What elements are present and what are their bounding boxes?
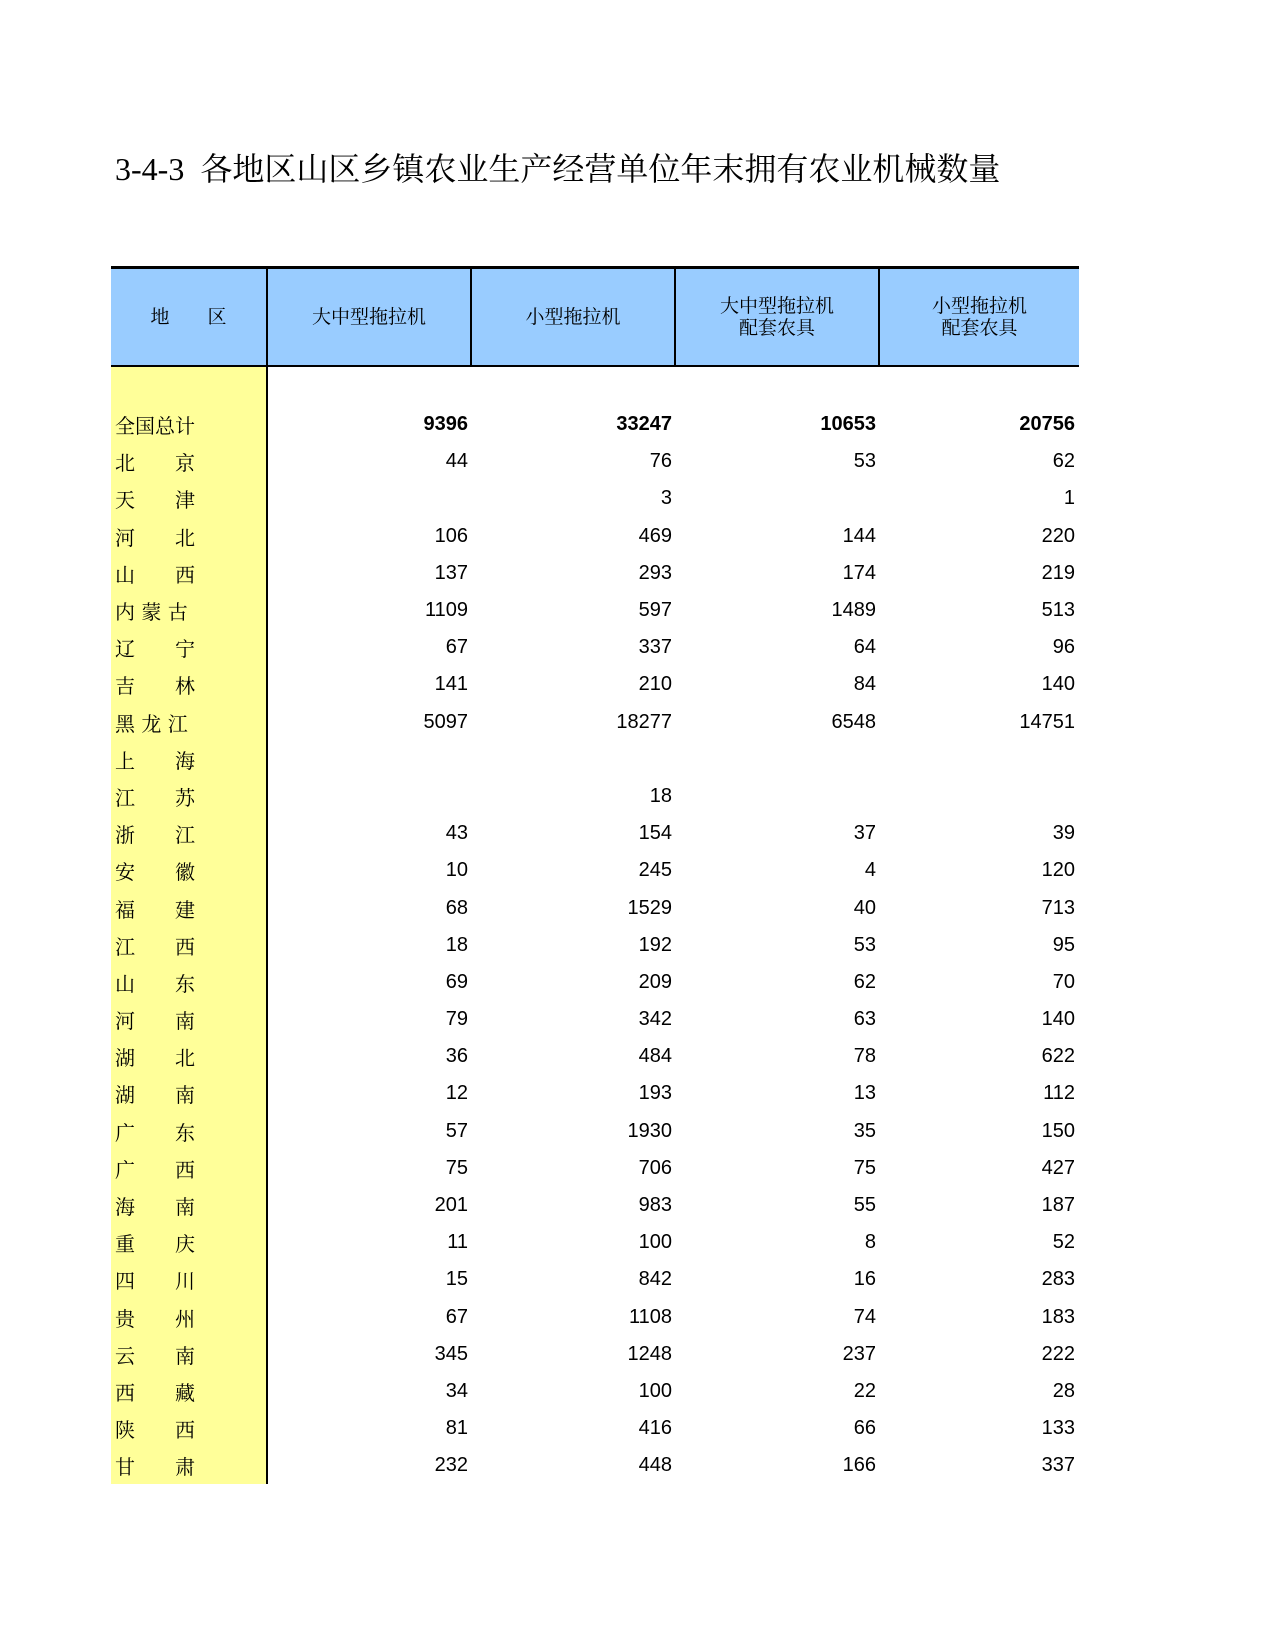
value-cell: 34	[445, 1379, 468, 1402]
value-cell: 40	[853, 896, 876, 919]
table-title: 各地区山区乡镇农业生产经营单位年末拥有农业机械数量	[200, 150, 1001, 188]
value-cell: 1930	[627, 1119, 672, 1142]
value-cell: 79	[445, 1008, 468, 1031]
value-cell: 133	[1041, 1417, 1075, 1440]
value-cell: 484	[638, 1045, 672, 1068]
table-row	[111, 778, 1079, 815]
value-cell: 141	[434, 673, 468, 696]
value-cell: 100	[638, 1379, 672, 1402]
value-cell: 18	[445, 933, 468, 956]
region-cell: 全国总计	[115, 414, 195, 439]
value-cell: 342	[638, 1008, 672, 1031]
value-cell: 28	[1052, 1379, 1075, 1402]
data-table	[111, 266, 1079, 1484]
value-cell: 193	[638, 1082, 672, 1105]
value-cell: 11	[447, 1231, 468, 1254]
header-small-tractor: 小型拖拉机	[472, 269, 676, 365]
value-cell: 209	[638, 970, 672, 993]
value-cell: 120	[1041, 859, 1075, 882]
region-cell: 辽 宁	[115, 637, 195, 662]
value-cell: 597	[638, 599, 672, 622]
header-large-tractor-implements: 大中型拖拉机 配套农具	[676, 269, 880, 365]
value-cell: 53	[853, 933, 876, 956]
region-cell: 河 北	[115, 525, 195, 550]
value-cell: 52	[1052, 1231, 1075, 1254]
value-cell: 35	[853, 1119, 876, 1142]
value-cell: 1109	[424, 599, 468, 622]
table-row	[111, 704, 1079, 741]
table-row	[111, 1373, 1079, 1410]
value-cell: 95	[1052, 933, 1075, 956]
table-row	[111, 1447, 1079, 1484]
value-cell: 70	[1052, 970, 1075, 993]
value-cell: 1248	[627, 1342, 672, 1365]
table-row	[111, 1187, 1079, 1224]
value-cell: 427	[1041, 1156, 1075, 1179]
value-cell: 137	[434, 561, 468, 584]
region-cell: 内 蒙 古	[115, 600, 188, 625]
value-cell: 18277	[616, 710, 672, 733]
value-cell: 192	[638, 933, 672, 956]
table-number: 3-4-3	[115, 151, 185, 187]
table-row-total	[111, 406, 1079, 443]
table-row	[111, 518, 1079, 555]
table-rows	[111, 406, 1079, 1484]
table-row	[111, 852, 1079, 889]
region-cell: 广 东	[115, 1120, 195, 1145]
value-cell: 112	[1043, 1082, 1075, 1105]
table-row	[111, 1261, 1079, 1298]
table-row	[111, 1001, 1079, 1038]
table-row	[111, 629, 1079, 666]
value-cell: 1	[1063, 487, 1075, 510]
value-cell: 140	[1041, 673, 1075, 696]
region-cell: 安 徽	[115, 860, 195, 885]
value-cell: 1108	[628, 1305, 672, 1328]
table-row	[111, 1410, 1079, 1447]
value-cell: 3	[660, 487, 672, 510]
region-cell: 黑 龙 江	[115, 711, 188, 736]
region-cell: 浙 江	[115, 823, 195, 848]
value-cell: 62	[853, 970, 876, 993]
table-row	[111, 1336, 1079, 1373]
value-cell: 140	[1041, 1008, 1075, 1031]
table-row	[111, 889, 1079, 926]
region-cell: 天 津	[115, 488, 195, 513]
table-row	[111, 555, 1079, 592]
value-cell: 64	[853, 636, 876, 659]
value-cell: 706	[638, 1156, 672, 1179]
value-cell: 201	[434, 1194, 468, 1217]
region-cell: 吉 林	[115, 674, 195, 699]
value-cell: 154	[638, 822, 672, 845]
value-cell: 75	[445, 1156, 468, 1179]
value-cell: 245	[638, 859, 672, 882]
value-cell: 96	[1052, 636, 1075, 659]
value-cell: 210	[638, 673, 672, 696]
table-row	[111, 815, 1079, 852]
value-cell: 75	[853, 1156, 876, 1179]
value-cell: 63	[853, 1008, 876, 1031]
value-cell: 39	[1052, 822, 1075, 845]
table-row	[111, 927, 1079, 964]
value-cell: 106	[434, 524, 468, 547]
value-cell: 9396	[423, 413, 468, 436]
value-cell: 345	[434, 1342, 468, 1365]
value-cell: 57	[445, 1119, 468, 1142]
region-cell: 河 南	[115, 1009, 195, 1034]
value-cell: 68	[445, 896, 468, 919]
header-region: 地 区	[111, 269, 268, 365]
value-cell: 36	[445, 1045, 468, 1068]
value-cell: 12	[445, 1082, 468, 1105]
region-cell: 贵 州	[115, 1306, 195, 1331]
value-cell: 62	[1052, 450, 1075, 473]
value-cell: 232	[434, 1454, 468, 1477]
value-cell: 10653	[820, 413, 876, 436]
value-cell: 983	[638, 1194, 672, 1217]
value-cell: 183	[1041, 1305, 1075, 1328]
region-cell: 重 庆	[115, 1232, 195, 1257]
value-cell: 337	[638, 636, 672, 659]
value-cell: 5097	[423, 710, 468, 733]
value-cell: 4	[864, 859, 876, 882]
region-cell: 西 藏	[115, 1380, 195, 1405]
region-cell: 甘 肃	[115, 1455, 195, 1480]
value-cell: 144	[842, 524, 876, 547]
table-row	[111, 741, 1079, 778]
header-small-tractor-implements: 小型拖拉机 配套农具	[931, 295, 1027, 339]
value-cell: 53	[853, 450, 876, 473]
page-title	[115, 144, 1000, 190]
region-cell: 湖 北	[115, 1046, 195, 1071]
table-row	[111, 1075, 1079, 1112]
value-cell: 14751	[1019, 710, 1075, 733]
region-cell: 江 西	[115, 934, 195, 959]
value-cell: 8	[864, 1231, 876, 1254]
region-cell: 山 西	[115, 562, 195, 587]
value-cell: 416	[638, 1417, 672, 1440]
table-row	[111, 1224, 1079, 1261]
region-cell: 陕 西	[115, 1418, 195, 1443]
value-cell: 69	[445, 970, 468, 993]
table-row	[111, 443, 1079, 480]
value-cell: 20756	[1019, 413, 1075, 436]
value-cell: 448	[638, 1454, 672, 1477]
value-cell: 81	[445, 1417, 468, 1440]
table-row	[111, 964, 1079, 1001]
table-row	[111, 592, 1079, 629]
region-cell: 云 南	[115, 1343, 195, 1368]
value-cell: 43	[445, 822, 468, 845]
value-cell: 100	[638, 1231, 672, 1254]
table-row	[111, 666, 1079, 703]
value-cell: 1529	[627, 896, 672, 919]
value-cell: 67	[445, 636, 468, 659]
table-row	[111, 1038, 1079, 1075]
value-cell: 44	[445, 450, 468, 473]
value-cell: 22	[853, 1379, 876, 1402]
value-cell: 150	[1041, 1119, 1075, 1142]
value-cell: 219	[1041, 561, 1075, 584]
table-row	[111, 1150, 1079, 1187]
value-cell: 174	[842, 561, 876, 584]
region-cell: 四 川	[115, 1269, 195, 1294]
value-cell: 220	[1041, 524, 1075, 547]
table-body	[111, 367, 1079, 1484]
value-cell: 16	[853, 1268, 876, 1291]
value-cell: 469	[638, 524, 672, 547]
value-cell: 13	[853, 1082, 876, 1105]
region-cell: 湖 南	[115, 1083, 195, 1108]
region-cell: 广 西	[115, 1157, 195, 1182]
value-cell: 67	[445, 1305, 468, 1328]
value-cell: 74	[853, 1305, 876, 1328]
header-large-tractor: 大中型拖拉机	[268, 269, 472, 365]
table-header	[111, 266, 1079, 367]
value-cell: 55	[853, 1194, 876, 1217]
region-cell: 上 海	[115, 748, 195, 773]
value-cell: 187	[1041, 1194, 1075, 1217]
region-cell: 江 苏	[115, 785, 195, 810]
value-cell: 18	[649, 784, 672, 807]
region-cell: 北 京	[115, 451, 195, 476]
value-cell: 237	[842, 1342, 876, 1365]
value-cell: 78	[853, 1045, 876, 1068]
value-cell: 76	[649, 450, 672, 473]
value-cell: 84	[853, 673, 876, 696]
region-cell: 海 南	[115, 1195, 195, 1220]
value-cell: 10	[445, 859, 468, 882]
table-row	[111, 480, 1079, 517]
value-cell: 33247	[616, 413, 672, 436]
value-cell: 15	[445, 1268, 468, 1291]
value-cell: 293	[638, 561, 672, 584]
value-cell: 842	[638, 1268, 672, 1291]
region-cell: 福 建	[115, 897, 195, 922]
value-cell: 166	[842, 1454, 876, 1477]
table-row	[111, 1113, 1079, 1150]
value-cell: 222	[1041, 1342, 1075, 1365]
value-cell: 337	[1041, 1454, 1075, 1477]
value-cell: 37	[853, 822, 876, 845]
value-cell: 622	[1041, 1045, 1075, 1068]
value-cell: 713	[1041, 896, 1075, 919]
table-row	[111, 1299, 1079, 1336]
region-cell: 山 东	[115, 971, 195, 996]
value-cell: 6548	[831, 710, 876, 733]
value-cell: 513	[1041, 599, 1075, 622]
value-cell: 283	[1041, 1268, 1075, 1291]
value-cell: 1489	[831, 599, 876, 622]
value-cell: 66	[853, 1417, 876, 1440]
